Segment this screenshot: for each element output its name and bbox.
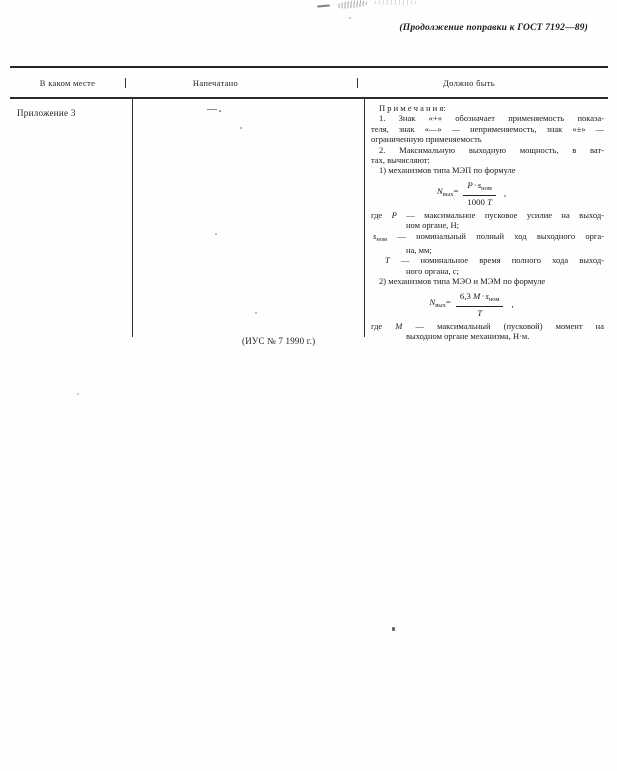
column-header-shouldbe: Должно быть xyxy=(443,77,495,88)
cell-shouldbe xyxy=(365,99,608,342)
definition-line: T — номинальное время полного хода выход- xyxy=(385,255,605,266)
equals-sign: = xyxy=(445,296,451,307)
notes-block xyxy=(365,99,608,342)
definition-cont: ного органа, с; xyxy=(406,265,459,276)
equals-sign: = xyxy=(453,186,459,197)
table-header-row xyxy=(10,66,608,99)
definition-cont: выходном органе механизма, Н·м. xyxy=(406,331,530,342)
printed-dash: — xyxy=(207,104,217,115)
fraction: $\frac{6,3 M\cdot s_{ном}}{T}$ xyxy=(456,291,504,318)
document-header-note: (Продолжение поправки к ГОСТ 7192—89) xyxy=(399,23,588,33)
scan-speck xyxy=(349,17,351,19)
scan-speck xyxy=(219,110,221,112)
definition-cont: ном органе, Н; xyxy=(406,220,459,231)
fraction: $\frac{P\cdot s_{ном}}{1000 T}$ xyxy=(463,180,495,207)
notes-title: П р и м е ч а н и я: xyxy=(379,103,446,113)
formula-mep xyxy=(355,180,588,207)
scan-speck xyxy=(255,312,257,314)
note-line: 2) механизмов типа МЭО и МЭМ по формуле xyxy=(379,276,546,287)
cell-printed xyxy=(132,99,365,337)
definition-cont: на, мм; xyxy=(406,245,432,256)
scan-speck xyxy=(392,627,395,631)
scan-speck xyxy=(240,127,242,129)
formula-sub: вых xyxy=(435,301,446,309)
pencil-smudge xyxy=(317,4,330,7)
pencil-smudge xyxy=(372,0,418,5)
scan-speck xyxy=(77,393,79,395)
note-line: теля, знак «—» — неприменяемость, знак «±» — xyxy=(371,123,604,134)
formula-var: N xyxy=(429,296,436,307)
document-footer-note: (ИУС № 7 1990 г.) xyxy=(242,336,316,346)
column-header-printed: Напечатано xyxy=(192,77,239,88)
note-line: 1) механизмов типа МЭП по формуле xyxy=(379,165,516,176)
formula-sub: вых xyxy=(442,191,454,199)
note-line: 2. Максимальную выходную мощность, в ват- xyxy=(379,144,604,155)
pencil-smudge xyxy=(337,0,368,10)
definition-line: $s_{ном}$ — номинальный полный ход выходного орга- xyxy=(373,230,604,243)
column-header-place: В каком месте xyxy=(39,77,96,88)
formula-var: N xyxy=(436,186,443,197)
formula-meo-mem xyxy=(355,291,588,318)
note-line: ограниченную применяемость xyxy=(371,134,482,145)
formula-comma: , xyxy=(503,188,507,199)
definition-line: где M — максимальный (пусковой) момент на xyxy=(371,320,604,331)
note-line: тах, вычисляют: xyxy=(371,155,430,166)
cell-place: Приложение 3 xyxy=(17,108,76,118)
note-line: 1. Знак «+» обозначает применяемость показа- xyxy=(379,113,604,124)
definition-line: где P — максимальное пусковое усилие на выход- xyxy=(371,209,604,220)
formula-comma: , xyxy=(511,298,514,309)
scan-speck xyxy=(215,233,217,235)
